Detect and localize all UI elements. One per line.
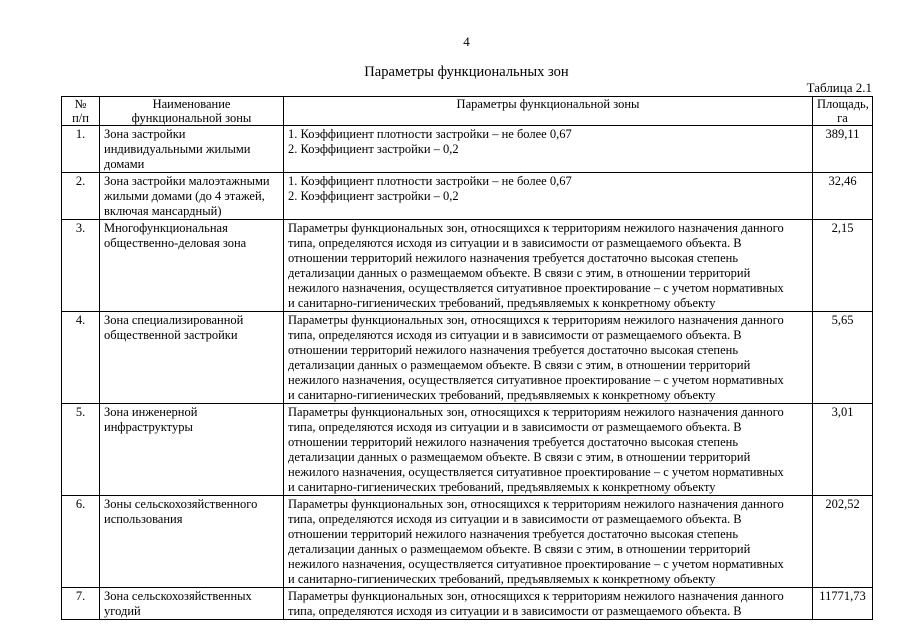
zone-name-cell bbox=[100, 312, 284, 404]
zone-name-cell bbox=[100, 588, 284, 620]
zone-area-cell: 2,15 bbox=[813, 220, 873, 312]
parameter-line: типа, определяются исходя из ситуации и в зависимости от размещаемого объекта. В bbox=[288, 420, 742, 434]
parameter-line: нежилого назначения, осуществляется ситуативное проектирование – с учетом нормативных bbox=[288, 281, 784, 295]
parameter-line: отношении территорий нежилого назначения требуется достаточно высокая степень bbox=[288, 435, 739, 449]
zone-name-line: угодий bbox=[104, 604, 141, 618]
zone-parameters-cell bbox=[284, 588, 813, 620]
parameter-line: детализации данных о размещаемом объекте. В связи с этим, в отношении территорий bbox=[288, 358, 751, 372]
zone-name-cell bbox=[100, 496, 284, 588]
zone-name-line: инфраструктуры bbox=[104, 420, 193, 434]
zone-name-cell bbox=[100, 220, 284, 312]
table-caption: Таблица 2.1 bbox=[806, 80, 872, 95]
parameter-line: 2. Коэффициент застройки – 0,2 bbox=[288, 142, 459, 156]
row-number-cell: 6. bbox=[62, 496, 100, 588]
zone-parameters-cell bbox=[284, 496, 813, 588]
zone-name-line: включая мансардный) bbox=[104, 204, 222, 218]
table-row bbox=[62, 404, 873, 496]
parameter-line: Параметры функциональных зон, относящихся к территориям нежилого назначения данного bbox=[288, 589, 784, 603]
zone-parameters-cell bbox=[284, 173, 813, 220]
parameter-line: отношении территорий нежилого назначения требуется достаточно высокая степень bbox=[288, 251, 739, 265]
parameter-line: типа, определяются исходя из ситуации и в зависимости от размещаемого объекта. В bbox=[288, 328, 742, 342]
table-header bbox=[62, 97, 873, 126]
header-row bbox=[62, 97, 873, 126]
page-number: 4 bbox=[463, 34, 470, 49]
header-line: функциональной зоны bbox=[131, 111, 252, 125]
row-number-cell: 1. bbox=[62, 126, 100, 173]
zone-area-cell: 202,52 bbox=[813, 496, 873, 588]
zone-parameters-cell bbox=[284, 220, 813, 312]
table-row bbox=[62, 588, 873, 620]
row-number-cell: 5. bbox=[62, 404, 100, 496]
parameter-line: отношении территорий нежилого назначения требуется достаточно высокая степень bbox=[288, 527, 739, 541]
parameter-line: и санитарно-гигиенических требований, предъявляемых к конкретному объекту bbox=[288, 296, 716, 310]
parameter-line: типа, определяются исходя из ситуации и в зависимости от размещаемого объекта. В bbox=[288, 236, 742, 250]
parameter-line: детализации данных о размещаемом объекте. В связи с этим, в отношении территорий bbox=[288, 450, 751, 464]
zone-area-cell: 3,01 bbox=[813, 404, 873, 496]
zone-parameters-cell bbox=[284, 312, 813, 404]
functional-zones-table bbox=[61, 96, 873, 620]
header-zone-parameters bbox=[284, 97, 813, 126]
parameter-line: 1. Коэффициент плотности застройки – не более 0,67 bbox=[288, 174, 572, 188]
table-row bbox=[62, 220, 873, 312]
zone-name-cell bbox=[100, 404, 284, 496]
header-line: п/п bbox=[72, 111, 89, 125]
table-row bbox=[62, 173, 873, 220]
zone-area-cell: 32,46 bbox=[813, 173, 873, 220]
zone-name-line: индивидуальными жилыми bbox=[104, 142, 251, 156]
header-line: Наименование bbox=[152, 97, 231, 111]
header-number bbox=[62, 97, 100, 126]
zone-name-line: Многофункциональная bbox=[104, 221, 228, 235]
zone-area-cell: 11771,73 bbox=[813, 588, 873, 620]
zone-name-line: Зона инженерной bbox=[104, 405, 198, 419]
header-line: Параметры функциональной зоны bbox=[456, 97, 640, 111]
parameter-line: и санитарно-гигиенических требований, предъявляемых к конкретному объекту bbox=[288, 480, 716, 494]
zone-name-cell bbox=[100, 173, 284, 220]
header-line: № bbox=[74, 97, 87, 111]
page-title: Параметры функциональных зон bbox=[364, 64, 569, 80]
parameter-line: Параметры функциональных зон, относящихся к территориям нежилого назначения данного bbox=[288, 313, 784, 327]
header-line: Площадь, bbox=[817, 97, 869, 111]
parameter-line: нежилого назначения, осуществляется ситуативное проектирование – с учетом нормативных bbox=[288, 465, 784, 479]
zone-name-cell bbox=[100, 126, 284, 173]
parameter-line: нежилого назначения, осуществляется ситуативное проектирование – с учетом нормативных bbox=[288, 557, 784, 571]
zone-area-cell: 5,65 bbox=[813, 312, 873, 404]
zone-name-line: Зона застройки малоэтажными bbox=[104, 174, 270, 188]
table-row bbox=[62, 312, 873, 404]
parameter-line: Параметры функциональных зон, относящихся к территориям нежилого назначения данного bbox=[288, 221, 784, 235]
header-zone-name bbox=[100, 97, 284, 126]
zone-parameters-cell bbox=[284, 404, 813, 496]
zone-name-line: Зоны сельскохозяйственного bbox=[104, 497, 258, 511]
parameter-line: нежилого назначения, осуществляется ситуативное проектирование – с учетом нормативных bbox=[288, 373, 784, 387]
parameter-line: отношении территорий нежилого назначения требуется достаточно высокая степень bbox=[288, 343, 739, 357]
zone-name-line: жилыми домами (до 4 этажей, bbox=[104, 189, 265, 203]
zone-name-line: Зона специализированной bbox=[104, 313, 244, 327]
row-number-cell: 4. bbox=[62, 312, 100, 404]
table-row bbox=[62, 126, 873, 173]
zone-name-line: общественно-деловая зона bbox=[104, 236, 247, 250]
parameter-line: детализации данных о размещаемом объекте. В связи с этим, в отношении территорий bbox=[288, 542, 751, 556]
parameter-line: детализации данных о размещаемом объекте. В связи с этим, в отношении территорий bbox=[288, 266, 751, 280]
header-line: га bbox=[837, 111, 848, 125]
parameter-line: типа, определяются исходя из ситуации и в зависимости от размещаемого объекта. В bbox=[288, 512, 742, 526]
parameter-line: 2. Коэффициент застройки – 0,2 bbox=[288, 189, 459, 203]
row-number-cell: 2. bbox=[62, 173, 100, 220]
zone-name-line: использования bbox=[104, 512, 183, 526]
header-area bbox=[813, 97, 873, 126]
parameter-line: и санитарно-гигиенических требований, предъявляемых к конкретному объекту bbox=[288, 388, 716, 402]
parameter-line: Параметры функциональных зон, относящихся к территориям нежилого назначения данного bbox=[288, 405, 784, 419]
zone-name-line: Зона сельскохозяйственных bbox=[104, 589, 252, 603]
zone-area-cell: 389,11 bbox=[813, 126, 873, 173]
table-body bbox=[62, 126, 873, 620]
parameter-line: 1. Коэффициент плотности застройки – не более 0,67 bbox=[288, 127, 572, 141]
zone-parameters-cell bbox=[284, 126, 813, 173]
parameter-line: и санитарно-гигиенических требований, предъявляемых к конкретному объекту bbox=[288, 572, 716, 586]
zone-name-line: Зона застройки bbox=[104, 127, 186, 141]
parameter-line: Параметры функциональных зон, относящихся к территориям нежилого назначения данного bbox=[288, 497, 784, 511]
zone-name-line: общественной застройки bbox=[104, 328, 238, 342]
row-number-cell: 3. bbox=[62, 220, 100, 312]
table-row bbox=[62, 496, 873, 588]
parameter-line: типа, определяются исходя из ситуации и в зависимости от размещаемого объекта. В bbox=[288, 604, 742, 618]
row-number-cell: 7. bbox=[62, 588, 100, 620]
zone-name-line: домами bbox=[104, 157, 145, 171]
